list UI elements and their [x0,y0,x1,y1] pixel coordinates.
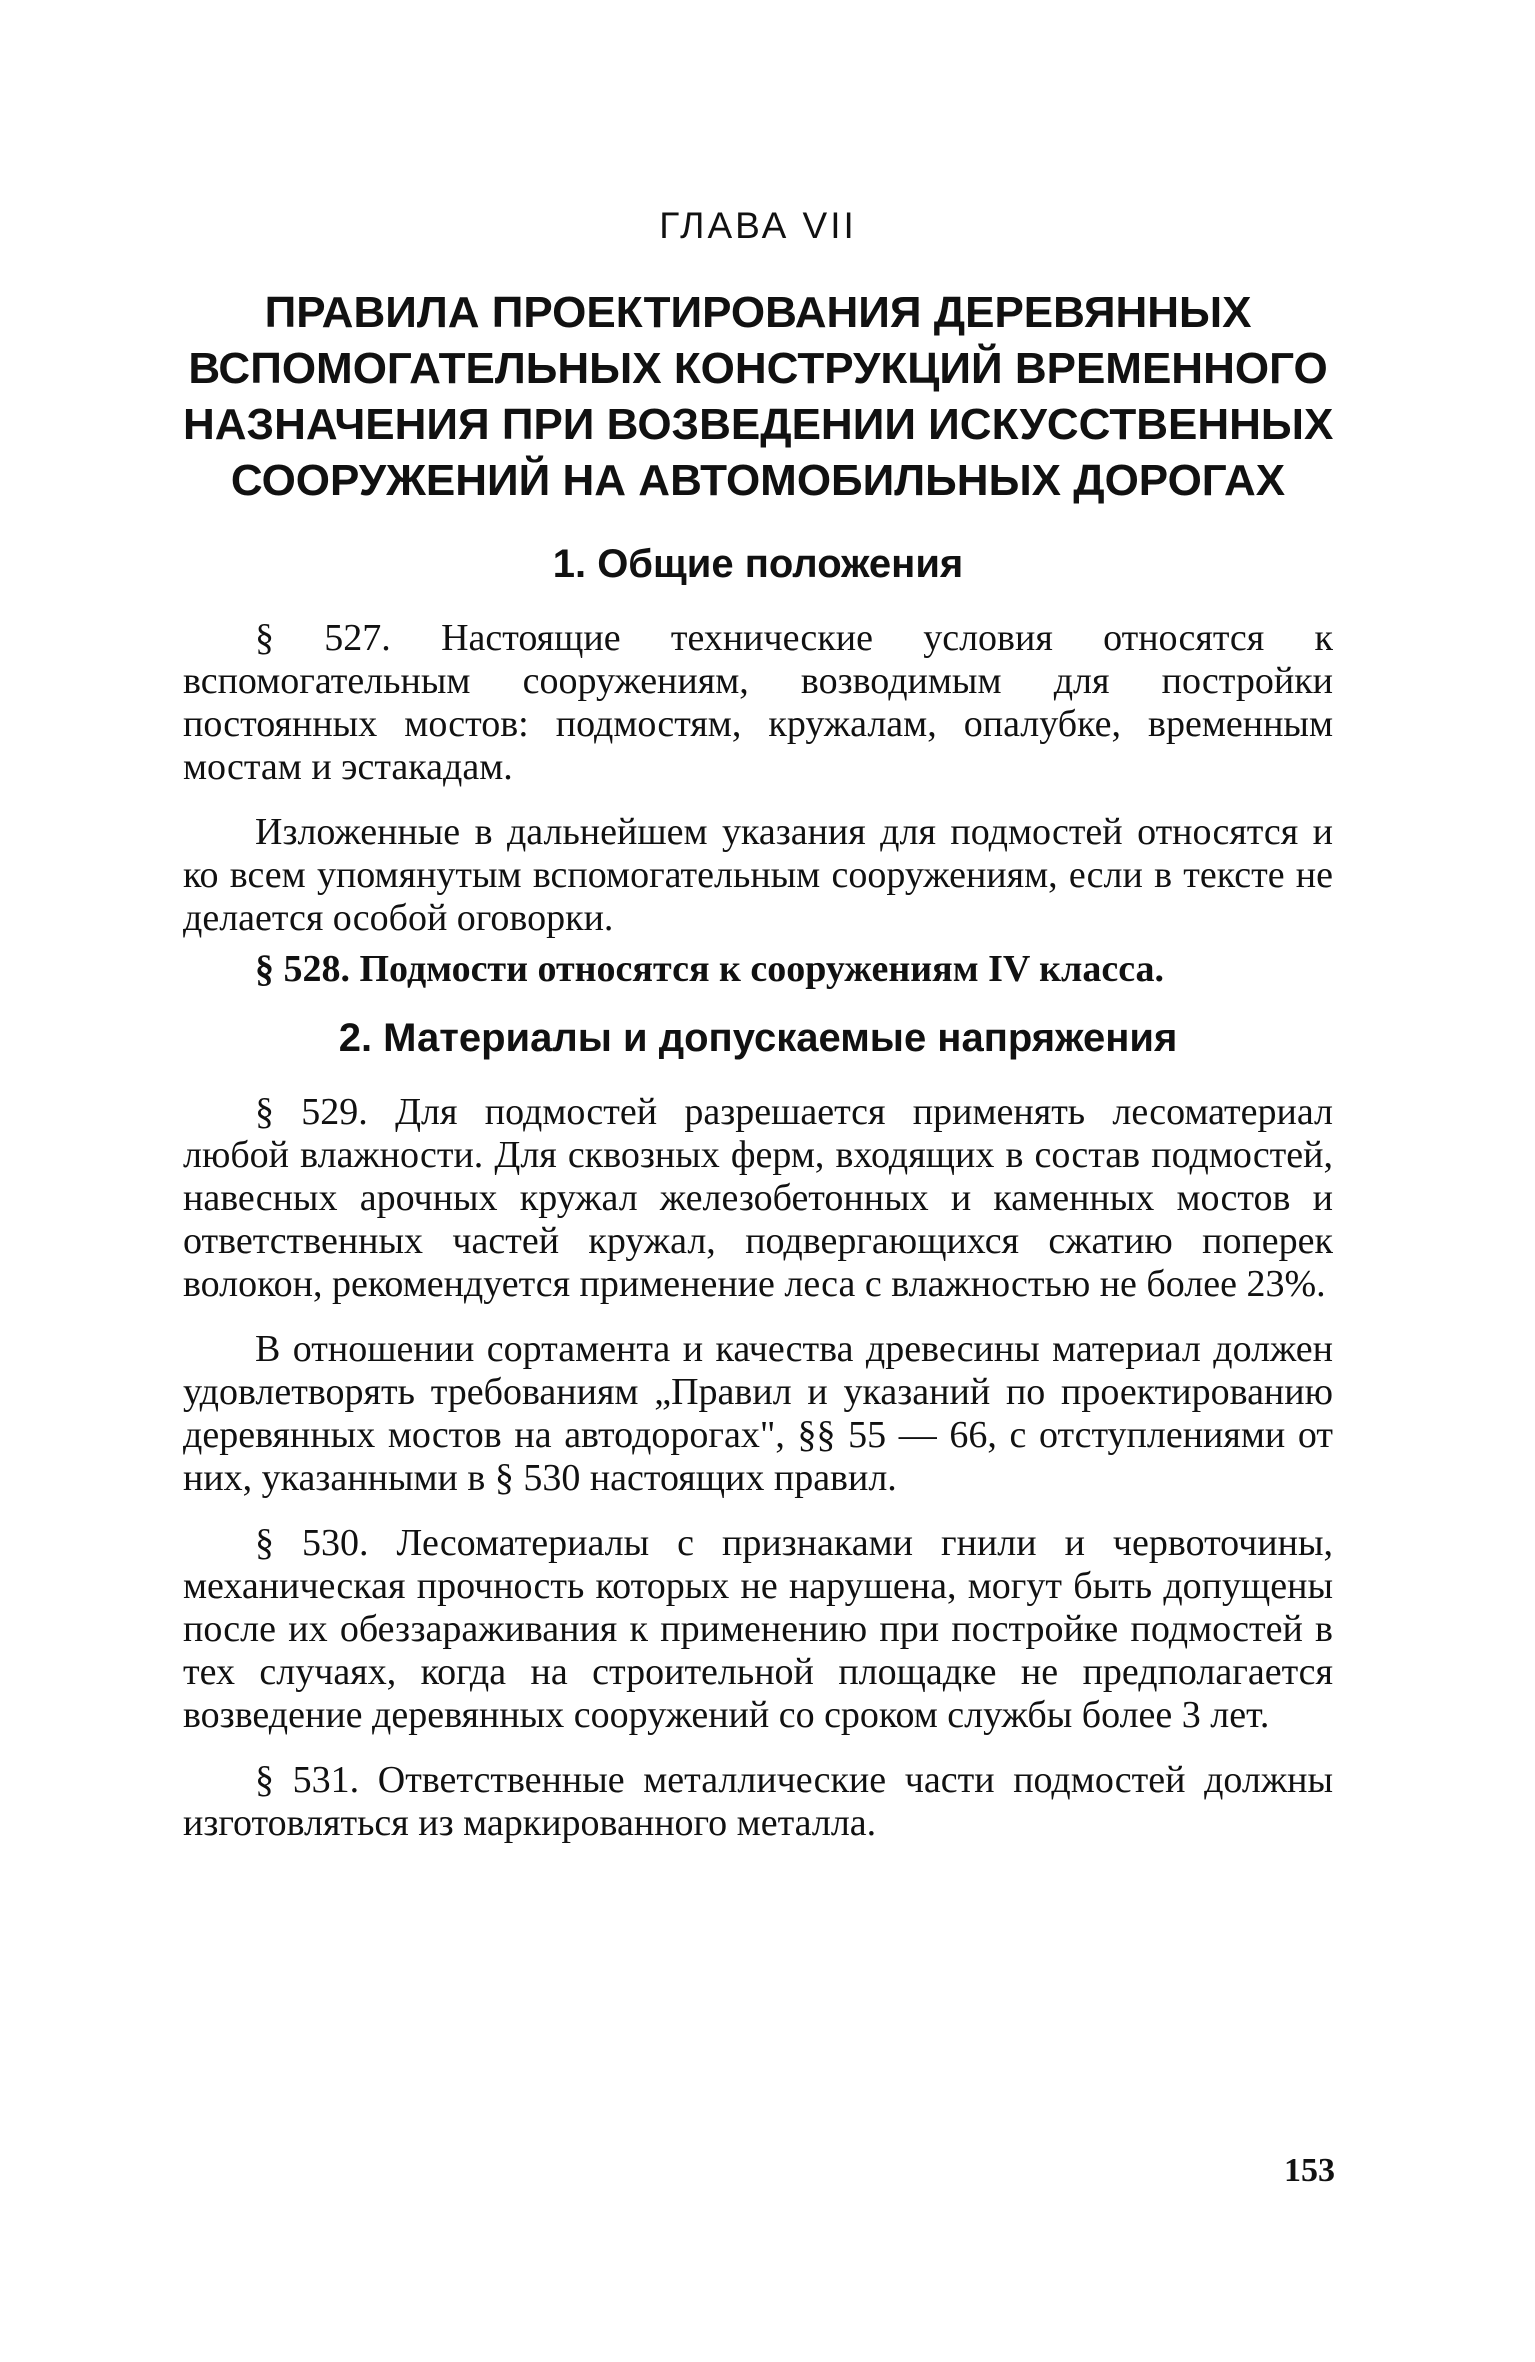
chapter-label: ГЛАВА VII [659,205,857,246]
section-heading-general: 1. Общие положения [552,542,964,586]
paragraph-527: § 527. Настоящие технические условия относятся к вспомогательным сооружениям, возводимым для постройки постоянных мостов: подмостям, кружалам, опалубке, временным мостам и эстакадам. [183,617,1333,788]
section-heading-materials: 2. Материалы и допускаемые напряжения [338,1016,1178,1060]
chapter-title-line: ПРАВИЛА ПРОЕКТИРОВАНИЯ ДЕРЕВЯННЫХ [264,288,1252,337]
page-number: 153 [1284,2152,1335,2189]
paragraph-scaffold-note: Изложенные в дальнейшем указания для подмостей относятся и ко всем упомянутым вспомогательным сооружениям, если в тексте не делается особой оговорки. [183,811,1333,939]
chapter-title [183,285,1333,509]
chapter-title-line: СООРУЖЕНИЙ НА АВТОМОБИЛЬНЫХ ДОРОГАХ [230,456,1286,505]
paragraph-529: § 529. Для подмостей разрешается применять лесоматериал любой влажности. Для сквозных ферм, входящих в состав подмостей, навесных арочных кружал железобетонных и каменных мостов и ответственных частей кружал, подвергающихся сжатию поперек волокон, рекомендуется применение леса с влажностью не более 23%. [183,1091,1333,1305]
paragraph-530: § 530. Лесоматериалы с признаками гнили и червоточины, механическая прочность которых не нарушена, могут быть допущены после их обеззараживания к применению при постройке подмостей в тех случаях, когда на строительной площадке не предполагается возведение деревянных сооружений со сроком службы более 3 лет. [183,1522,1333,1736]
book-page [183,205,1333,1867]
paragraph-531: § 531. Ответственные металлические части подмостей должны изготовляться из маркированного металла. [183,1759,1333,1844]
chapter-title-line: НАЗНАЧЕНИЯ ПРИ ВОЗВЕДЕНИИ ИСКУССТВЕННЫХ [183,400,1334,449]
paragraph-assortment: В отношении сортамента и качества древесины материал должен удовлетворять требованиям „Правил и указаний по проектированию деревянных мостов на автодорогах", §§ 55 — 66, с отступлениями от них, указанными в § 530 настоящих правил. [183,1328,1333,1499]
paragraph-528: § 528. Подмости относятся к сооружениям IV класса. [255,948,1165,990]
chapter-title-line: ВСПОМОГАТЕЛЬНЫХ КОНСТРУКЦИЙ ВРЕМЕННОГО [188,344,1328,393]
